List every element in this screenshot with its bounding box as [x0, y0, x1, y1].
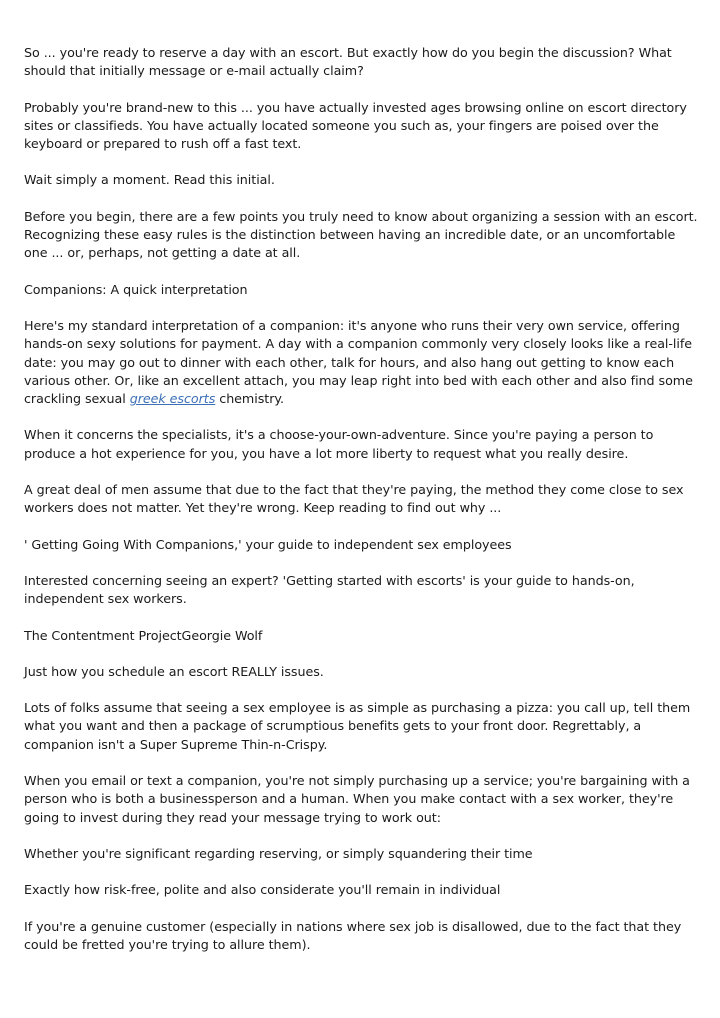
paragraph-interpretation-tail: chemistry. [215, 391, 285, 407]
list-item-genuine-customer: If you're a genuine customer (especially in nations where sex job is disallowed, due to the fact that they could be fretted you're trying to allure them). [24, 918, 682, 952]
list-item-risk-free: Exactly how risk-free, polite and also considerate you'll remain in individual [24, 882, 501, 898]
paragraph-men-assume: A great deal of men assume that due to the fact that they're paying, the method they come close to sex workers does not matter. Yet they're wrong. Keep reading to find out why ... [24, 482, 684, 516]
paragraph-specialists: When it concerns the specialists, it's a choose-your-own-adventure. Since you're paying a person to produce a hot experience for you, you have a lot more liberty to request what you really desire. [24, 427, 654, 461]
paragraph-email-or-text: When you email or text a companion, you're not simply purchasing up a service; you're bargaining with a person who is both a businessperson and a human. When you make contact with a sex worker, they're going to invest during they read your message trying to work out: [24, 773, 690, 825]
paragraph-interested: Interested concerning seeing an expert? 'Getting started with escorts' is your guide to hands-on, independent sex workers. [24, 572, 635, 607]
paragraph-before-you-begin: Before you begin, there are a few points you truly need to know about organizing a session with an escort. Recognizing these easy rules is the distinction between having an incredible date, or an uncomfortable one ... or, perhaps, not getting a date at all. [24, 208, 698, 261]
paragraph-new-to-this: Probably you're brand-new to this ... you have actually invested ages browsing online on escort directory sites or classifieds. You have actually located someone you such as, your fingers are poised over the keyboard or prepared to rush off a fast text. [24, 99, 687, 152]
list-item-significant: Whether you're significant regarding reserving, or simply squandering their time [24, 845, 533, 861]
paragraph-wait: Wait simply a moment. Read this initial. [24, 172, 275, 188]
paragraph-pizza: Lots of folks assume that seeing a sex employee is as simple as purchasing a pizza: you call up, tell them what you want and then a package of scrumptious benefits gets to your front door. Regrettably, a companion isn't a Super Supreme Thin-n-Crispy. [24, 700, 691, 752]
paragraph-interpretation [24, 317, 700, 408]
heading-schedule-matters: Just how you schedule an escort REALLY issues. [24, 663, 324, 679]
heading-companions-interpretation: Companions: A quick interpretation [24, 281, 248, 297]
credit-line: The Contentment ProjectGeorgie Wolf [24, 627, 263, 643]
greek-escorts-link[interactable]: greek escorts [129, 391, 216, 407]
paragraph-interpretation-text: Here's my standard interpretation of a companion: it's anyone who runs their very own service, offering hands-on sexy solutions for payment. A day with a companion commonly very closely looks like a real-life date: you may go out to dinner with each other, talk for hours, and also hang out getting to know each various other. Or, like an excellent attach, you may leap right into bed with each other and also find some crackling sexual [24, 317, 693, 407]
paragraph-intro: So ... you're ready to reserve a day with an escort. But exactly how do you begin the discussion? What should that initially message or e-mail actually claim? [24, 45, 672, 79]
heading-getting-going-guide: ' Getting Going With Companions,' your guide to independent sex employees [24, 536, 512, 552]
